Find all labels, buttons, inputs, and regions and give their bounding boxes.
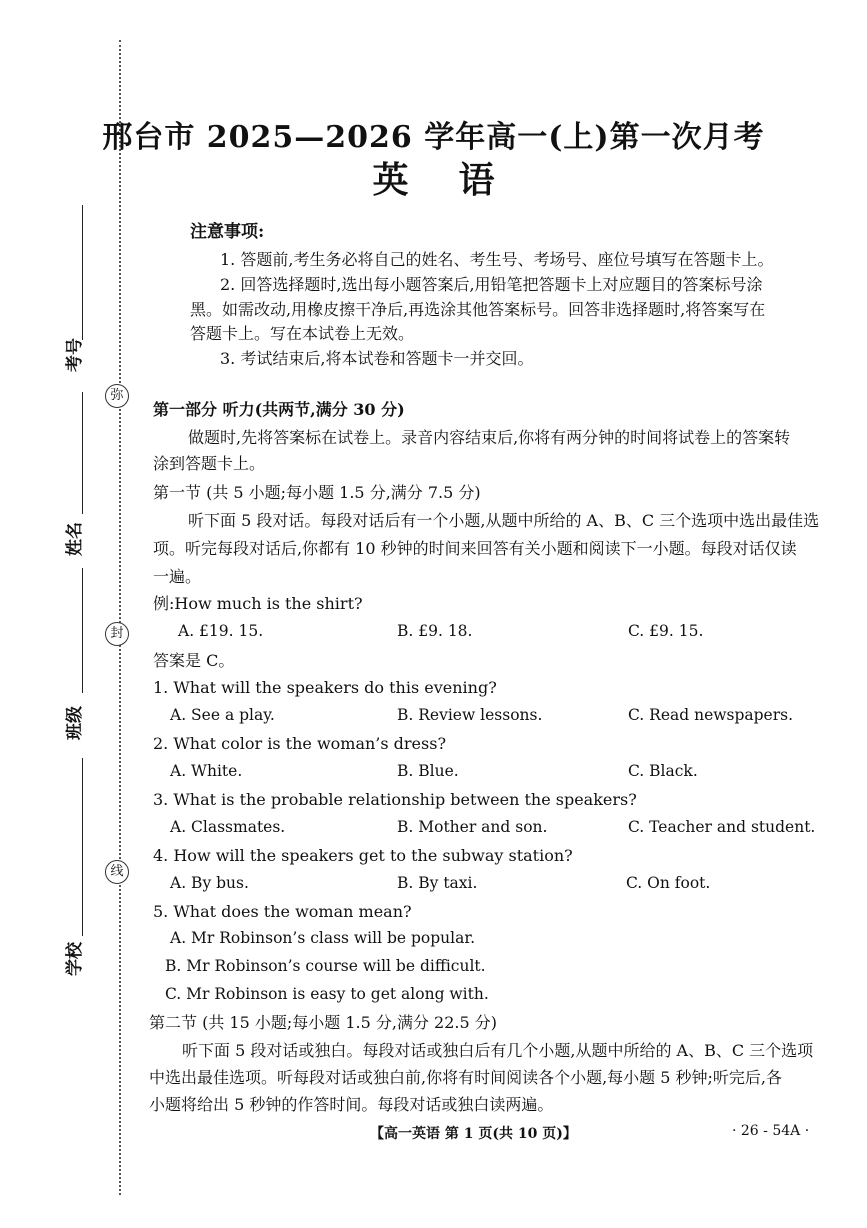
margin-label-school: 学校 [65, 942, 85, 976]
exam-subject: 英语 [372, 159, 545, 201]
section1-intro-line: 一遍。 [153, 567, 202, 586]
question-3: 3. What is the probable relationship between the speakers? [153, 790, 637, 809]
part1-heading: 第一部分 听力(共两节,满分 30 分) [153, 400, 405, 419]
margin-rule [82, 392, 83, 514]
question-1: 1. What will the speakers do this evening? [153, 678, 497, 697]
question-2: 2. What color is the woman’s dress? [153, 734, 447, 753]
notice-line: 1. 答题前,考生务必将自己的姓名、考生号、考场号、座位号填写在答题卡上。 [220, 250, 774, 269]
notice-line: 黑。如需改动,用橡皮擦干净后,再选涂其他答案标号。回答非选择题时,将答案写在 [190, 300, 766, 319]
q3-option-c: C. Teacher and student. [628, 818, 816, 836]
q1-option-a: A. See a play. [170, 706, 275, 724]
example-answer: 答案是 C。 [153, 651, 235, 670]
q4-option-b: B. By taxi. [397, 874, 478, 892]
seal-char-mi: 弥 [105, 384, 129, 408]
q2-option-c: C. Black. [628, 762, 698, 780]
section2-heading: 第二节 (共 15 小题;每小题 1.5 分,满分 22.5 分) [149, 1013, 497, 1032]
q5-option-b: B. Mr Robinson’s course will be difficult. [165, 957, 486, 975]
q5-option-a: A. Mr Robinson’s class will be popular. [170, 929, 475, 947]
example-option-a: A. £19. 15. [178, 622, 264, 640]
q1-option-b: B. Review lessons. [397, 706, 543, 724]
section2-intro-line: 听下面 5 段对话或独白。每段对话或独白后有几个小题,从题中所给的 A、B、C 三个选项 [182, 1041, 814, 1060]
q3-option-b: B. Mother and son. [397, 818, 548, 836]
seal-char-feng: 封 [105, 622, 129, 646]
section2-intro-line: 小题将给出 5 秒钟的作答时间。每段对话或独白读两遍。 [149, 1095, 554, 1114]
section1-heading: 第一节 (共 5 小题;每小题 1.5 分,满分 7.5 分) [153, 483, 481, 502]
q3-option-a: A. Classmates. [170, 818, 286, 836]
exam-title: 邢台市 2025—2026 学年高一(上)第一次月考 [102, 120, 765, 155]
margin-rule [82, 758, 83, 936]
margin-label-name: 姓名 [65, 522, 85, 556]
part1-intro-line: 做题时,先将答案标在试卷上。录音内容结束后,你将有两分钟的时间将试卷上的答案转 [188, 428, 791, 447]
margin-label-class: 班级 [65, 706, 85, 740]
footer-page-label: 【高一英语 第 1 页(共 10 页)】 [370, 1126, 577, 1142]
margin-rule [82, 205, 83, 340]
section1-intro-line: 项。听完每段对话后,你都有 10 秒钟的时间来回答有关小题和阅读下一小题。每段对话仅读 [153, 539, 797, 558]
seal-char-xian: 线 [105, 860, 129, 884]
part1-intro-line: 涂到答题卡上。 [153, 454, 266, 473]
example-option-b: B. £9. 18. [397, 622, 473, 640]
q4-option-a: A. By bus. [170, 874, 249, 892]
binding-dotted-line [119, 40, 121, 1195]
q2-option-a: A. White. [170, 762, 243, 780]
section2-intro-line: 中选出最佳选项。听每段对话或独白前,你将有时间阅读各个小题,每小题 5 秒钟;听完后,各 [149, 1068, 783, 1087]
notice-line: 答题卡上。写在本试卷上无效。 [190, 324, 415, 343]
question-5: 5. What does the woman mean? [153, 902, 412, 921]
example-question: 例:How much is the shirt? [153, 594, 363, 613]
q2-option-b: B. Blue. [397, 762, 459, 780]
q4-option-c: C. On foot. [626, 874, 711, 892]
example-option-c: C. £9. 15. [628, 622, 704, 640]
q5-option-c: C. Mr Robinson is easy to get along with. [165, 985, 489, 1003]
footer-code: · 26 - 54A · [732, 1123, 810, 1139]
q1-option-c: C. Read newspapers. [628, 706, 794, 724]
margin-rule [82, 568, 83, 693]
notice-line: 3. 考试结束后,将本试卷和答题卡一并交回。 [220, 349, 534, 368]
notice-line: 2. 回答选择题时,选出每小题答案后,用铅笔把答题卡上对应题目的答案标号涂 [220, 275, 763, 294]
margin-label-exam-number: 考号 [65, 338, 85, 372]
notice-heading: 注意事项: [190, 222, 265, 242]
question-4: 4. How will the speakers get to the subway station? [153, 846, 573, 865]
section1-intro-line: 听下面 5 段对话。每段对话后有一个小题,从题中所给的 A、B、C 三个选项中选出最佳选 [188, 511, 820, 530]
